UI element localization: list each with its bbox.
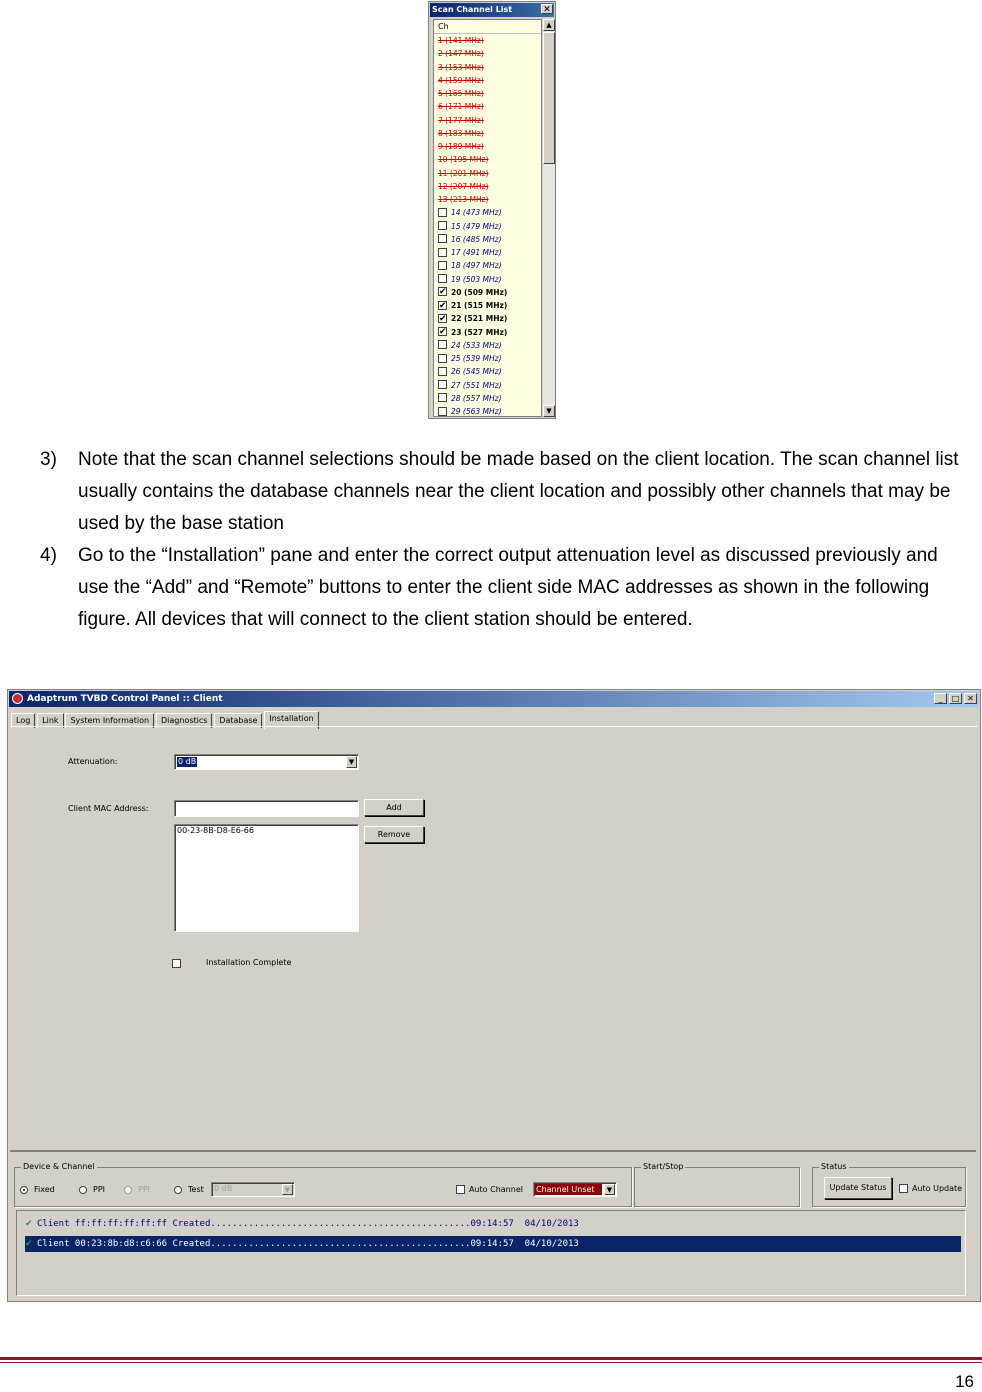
- group-title: Device & Channel: [23, 1162, 95, 1171]
- log-row-selected[interactable]: [25, 1236, 961, 1252]
- installation-complete-checkbox[interactable]: [172, 959, 181, 968]
- close-icon[interactable]: ✕: [964, 693, 977, 704]
- channel-row[interactable]: [434, 206, 541, 219]
- channel-value: Channel Unset: [535, 1184, 602, 1195]
- tab-installation[interactable]: Installation: [264, 711, 318, 729]
- chevron-down-icon[interactable]: ▼: [282, 1184, 293, 1195]
- tab-bar: [11, 710, 318, 726]
- attenuation-label: Attenuation:: [68, 757, 118, 766]
- checked-checkbox[interactable]: ✔: [439, 327, 447, 337]
- channel-label: 29 (563 MHz): [451, 407, 502, 416]
- channel-label: 17 (491 MHz): [451, 248, 502, 257]
- channel-row[interactable]: [434, 299, 541, 312]
- checkbox[interactable]: [438, 248, 447, 257]
- log-text: Client 00:23:8b:d8:c6:66 Created................................................09:14:57 04/10/2013: [37, 1239, 579, 1249]
- channel-row-disabled: 8 (183 MHz): [438, 128, 484, 138]
- channel-label: 16 (485 MHz): [451, 234, 502, 244]
- test-label: Test: [188, 1185, 204, 1194]
- checkbox[interactable]: [438, 407, 447, 416]
- channel-row[interactable]: [434, 352, 541, 365]
- channel-row[interactable]: [434, 220, 541, 233]
- remove-button[interactable]: Remove: [364, 826, 424, 843]
- test-radio[interactable]: [174, 1186, 182, 1194]
- start-stop-group: [634, 1162, 800, 1207]
- scroll-up-icon[interactable]: ▲: [543, 19, 555, 31]
- checkbox[interactable]: [438, 367, 447, 376]
- channel-row-disabled: 5 (165 MHz): [438, 89, 484, 98]
- channel-row-disabled: 2 (147 MHz): [438, 49, 484, 59]
- channel-row[interactable]: [434, 379, 541, 392]
- step-number: 3): [40, 449, 57, 470]
- channel-label: 27 (551 MHz): [451, 380, 502, 390]
- checked-checkbox[interactable]: ✔: [439, 313, 447, 324]
- minimize-icon[interactable]: _: [934, 693, 947, 704]
- step-text: Go to the “Installation” pane and enter the correct output attenuation level as discussed previously and use the “Add” and “Remote” buttons to enter the client side MAC addresses as shown in the following figure. All devices that will connect to the client station should be entered.: [78, 545, 938, 630]
- tab-system-information[interactable]: System Information: [65, 713, 154, 728]
- test-level-value: 0 dB: [214, 1184, 233, 1193]
- channel-row[interactable]: [434, 365, 541, 378]
- channel-row-disabled: 7 (177 MHz): [438, 115, 484, 125]
- channel-label: 26 (545 MHz): [451, 367, 502, 377]
- channel-row[interactable]: [434, 339, 541, 352]
- channel-row-disabled: 10 (195 MHz): [438, 155, 489, 165]
- auto-update-label: Auto Update: [912, 1184, 963, 1193]
- group-title: Start/Stop: [643, 1162, 684, 1171]
- maximize-icon[interactable]: □: [949, 693, 962, 704]
- chevron-down-icon[interactable]: ▼: [604, 1184, 615, 1195]
- app-icon: [12, 693, 23, 704]
- chevron-down-icon[interactable]: ▼: [346, 756, 357, 768]
- ppi-secondary-label: PPI: [138, 1185, 151, 1194]
- checkbox[interactable]: [438, 340, 447, 349]
- tab-log[interactable]: Log: [11, 713, 35, 728]
- channel-row-disabled: 12 (207 MHz): [438, 181, 489, 191]
- checkbox[interactable]: [438, 208, 447, 217]
- channel-row-disabled: 3 (153 MHz): [438, 62, 484, 72]
- checked-checkbox[interactable]: ✔: [439, 287, 447, 298]
- channel-label: 21 (515 MHz): [451, 301, 508, 310]
- log-row[interactable]: [25, 1216, 961, 1232]
- list-item[interactable]: 00-23-8B-D8-E6-66: [177, 826, 254, 835]
- channel-list: [433, 19, 542, 417]
- step-number: 4): [40, 545, 57, 566]
- checked-checkbox[interactable]: ✔: [439, 300, 447, 311]
- channel-label: 23 (527 MHz): [451, 327, 508, 337]
- channel-row[interactable]: [434, 233, 541, 246]
- fixed-label: Fixed: [34, 1185, 55, 1194]
- attenuation-select[interactable]: [174, 754, 359, 770]
- channel-select[interactable]: [533, 1182, 617, 1197]
- installation-pane: [10, 726, 978, 1150]
- scroll-thumb[interactable]: [543, 32, 555, 164]
- channel-row[interactable]: [434, 273, 541, 286]
- status-group: [812, 1162, 966, 1207]
- channel-row-disabled: 1 (141 MHz): [438, 36, 484, 45]
- footer-rule-thin: [0, 1362, 982, 1363]
- attenuation-value: 0 dB: [178, 757, 197, 766]
- auto-update-checkbox[interactable]: [899, 1184, 908, 1193]
- control-panel-title-bar: [9, 691, 979, 707]
- channel-row[interactable]: [434, 392, 541, 405]
- fixed-radio[interactable]: [20, 1186, 28, 1194]
- channel-row[interactable]: [434, 405, 541, 417]
- window-title: Adaptrum TVBD Control Panel :: Client: [27, 694, 223, 704]
- device-channel-group: [14, 1162, 632, 1207]
- client-mac-input[interactable]: [174, 800, 359, 817]
- step-text: Note that the scan channel selections should be made based on the client location. The scan channel list usually contains the database channels near the client location and possibly other channels that may be used by the base station: [78, 449, 959, 534]
- log-text: Client ff:ff:ff:ff:ff:ff Created................................................09:14:57 04/10/2013: [37, 1219, 579, 1229]
- checkbox[interactable]: [438, 393, 447, 402]
- close-icon[interactable]: ✕: [541, 4, 553, 14]
- scan-window-title: Scan Channel List: [430, 3, 554, 17]
- channel-label: 14 (473 MHz): [451, 208, 502, 218]
- channel-label: 19 (503 MHz): [451, 274, 502, 284]
- channel-label: 25 (539 MHz): [451, 354, 502, 363]
- checkbox[interactable]: [438, 354, 447, 363]
- test-level-select[interactable]: [211, 1182, 295, 1197]
- channel-label: 24 (533 MHz): [451, 340, 502, 350]
- channel-label: 22 (521 MHz): [451, 314, 508, 324]
- checkbox[interactable]: [438, 380, 447, 389]
- mac-address-list[interactable]: [174, 824, 359, 932]
- channel-label: 20 (509 MHz): [451, 287, 508, 297]
- event-log[interactable]: [16, 1210, 966, 1296]
- ppi-secondary-radio[interactable]: [124, 1186, 132, 1194]
- channel-row[interactable]: [434, 246, 541, 259]
- channel-row-disabled: 11 (201 MHz): [438, 168, 489, 178]
- scan-channel-list-window: [428, 1, 556, 419]
- channel-row-disabled: 6 (171 MHz): [438, 102, 484, 112]
- client-mac-label: Client MAC Address:: [68, 804, 149, 813]
- channel-label: 18 (497 MHz): [451, 261, 502, 271]
- checkbox[interactable]: [438, 261, 447, 270]
- step-3: [40, 444, 970, 540]
- checkbox[interactable]: [438, 234, 447, 243]
- channel-row[interactable]: [434, 326, 541, 339]
- group-title: Status: [821, 1162, 847, 1171]
- control-panel-window: [7, 689, 981, 1302]
- check-icon: ✔: [25, 1219, 33, 1229]
- add-button[interactable]: Add: [364, 799, 424, 816]
- footer-rule: [0, 1357, 982, 1360]
- ppi-radio[interactable]: [79, 1186, 87, 1194]
- tab-database[interactable]: Database: [214, 713, 262, 728]
- tab-link[interactable]: Link: [37, 713, 63, 728]
- channel-column-header[interactable]: Ch: [434, 20, 541, 34]
- checkbox[interactable]: [438, 274, 447, 283]
- channel-row-disabled: 4 (159 MHz): [438, 75, 484, 85]
- channel-row[interactable]: [434, 286, 541, 299]
- channel-row[interactable]: [434, 312, 541, 325]
- bottom-panel: [10, 1150, 976, 1302]
- channel-scrollbar[interactable]: [543, 19, 555, 417]
- page-number: 16: [955, 1372, 974, 1391]
- auto-channel-label: Auto Channel: [469, 1185, 523, 1194]
- ppi-label: PPI: [93, 1185, 106, 1194]
- channel-row-disabled: 13 (213 MHz): [438, 195, 489, 204]
- checkbox[interactable]: [438, 221, 447, 230]
- channel-label: 28 (557 MHz): [451, 393, 502, 403]
- check-icon: ✔: [25, 1239, 33, 1249]
- step-4: [40, 540, 970, 636]
- channel-row[interactable]: [434, 259, 541, 272]
- channel-label: 15 (479 MHz): [451, 221, 502, 231]
- update-status-button[interactable]: Update Status: [824, 1177, 892, 1199]
- auto-channel-checkbox[interactable]: [456, 1185, 465, 1194]
- installation-complete-label: Installation Complete: [206, 958, 292, 967]
- scroll-down-icon[interactable]: ▼: [543, 405, 555, 417]
- tab-diagnostics[interactable]: Diagnostics: [156, 713, 212, 728]
- channel-row-disabled: 9 (189 MHz): [438, 142, 484, 151]
